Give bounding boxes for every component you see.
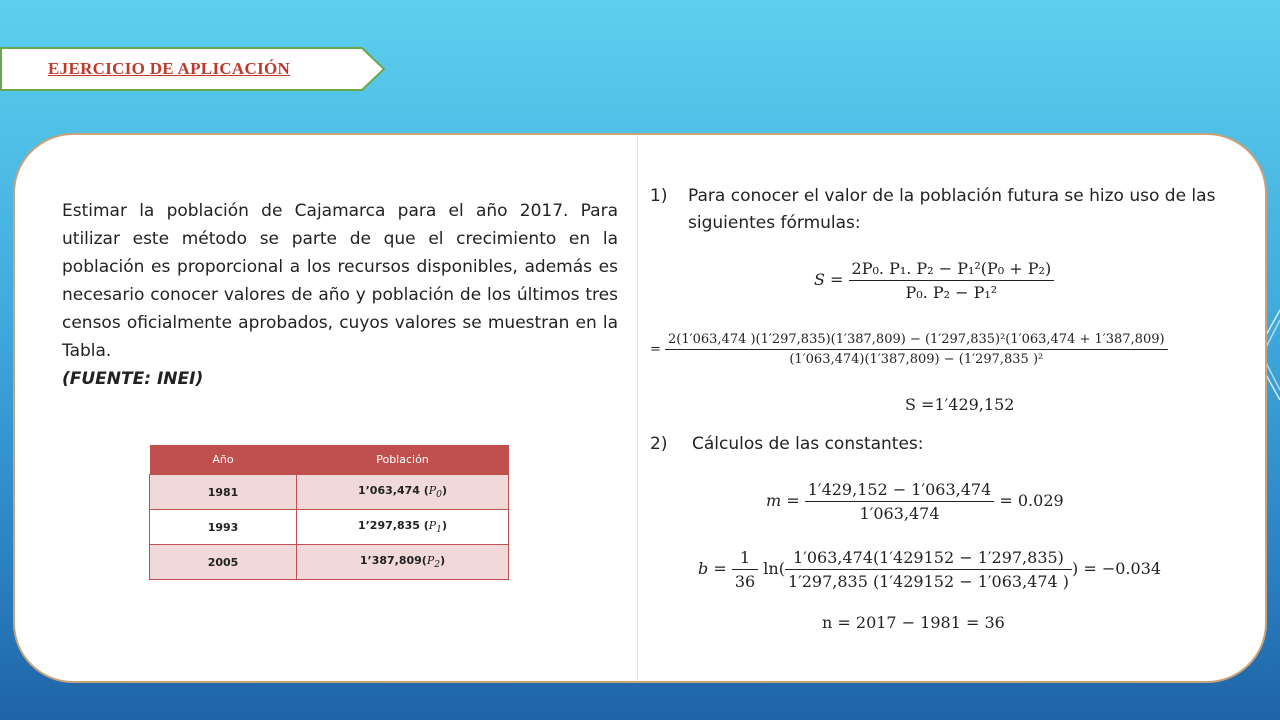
- formula-s-denominator: P₀. P₂ − P₁²: [905, 283, 998, 302]
- b-result: ) = −0.034: [1072, 559, 1162, 578]
- header-population: Población: [297, 445, 509, 475]
- b-numerator: 1′063,474(1′429152 − 1′297,835): [785, 548, 1072, 570]
- substituted-denominator: (1′063,474)(1′387,809) − (1′297,835 )²: [789, 352, 1044, 367]
- census-table: [149, 445, 509, 580]
- content-card: [13, 133, 1267, 683]
- step2-text: Cálculos de las constantes:: [692, 434, 924, 454]
- formula-b: b = $\frac{1}{36}$ ln( $\frac{1'063,474(1'429152 - 1'297,835)}{1'297,835 (1'429152 - 1'063,474 )}$ ) = −0.034: [698, 548, 1162, 591]
- substituted-numerator: 2(1′063,474 )(1′297,835)(1′387,809) − (1′297,835)²(1′063,474 + 1′387,809): [665, 332, 1168, 350]
- formula-s-numerator: 2P₀. P₁. P₂ − P₁²(P₀ + P₂): [849, 259, 1055, 281]
- intro-paragraph: [62, 197, 618, 393]
- year-cell: 1993: [150, 510, 297, 545]
- formula-substituted: = 2(1′063,474 )(1′297,835)(1′387,809) − (1′297,835)²(1′063,474 + 1′387,809) (1′063,474)(1′387,809) − (1′297,835 )²: [650, 332, 1168, 367]
- table-row: [150, 545, 509, 580]
- title-banner: [0, 47, 385, 91]
- population-cell: 1’063,474 $(P_0)$: [297, 475, 509, 510]
- calculation-column: [650, 135, 1260, 681]
- m-denominator: 1′063,474: [859, 504, 940, 523]
- b-coef-denominator: 36: [734, 572, 756, 591]
- year-cell: 1981: [150, 475, 297, 510]
- b-denominator: 1′297,835 (1′429152 − 1′063,474 ): [787, 572, 1070, 591]
- result-s: S =1′429,152: [905, 395, 1015, 414]
- column-divider: [637, 135, 638, 681]
- formula-n: n = 2017 − 1981 = 36: [822, 613, 1005, 632]
- b-coef-numerator: 1: [732, 548, 758, 570]
- step2-number: 2): [650, 434, 668, 454]
- page-title: EJERCICIO DE APLICACIÓN: [48, 59, 291, 78]
- source-note: (FUENTE: INEI): [62, 369, 204, 389]
- formula-s: S = $\frac{\text{2P₀. P₁. P₂ − P₁²(P₀ + P₂)}}{\text{P₀. P₂ − P₁²}}$: [814, 259, 1054, 302]
- table-row: [150, 475, 509, 510]
- formula-m: m = $\frac{1'429,152 - 1'063,474}{1'063,474}$ = 0.029: [766, 480, 1064, 523]
- header-year: Año: [150, 445, 297, 475]
- step1-number: 1): [650, 186, 668, 206]
- m-result: = 0.029: [999, 491, 1064, 510]
- m-numerator: 1′429,152 − 1′063,474: [805, 480, 995, 502]
- population-cell: $1’387,809(P_2)$: [297, 545, 509, 580]
- year-cell: 2005: [150, 545, 297, 580]
- step1-text: Para conocer el valor de la población futura se hizo uso de las siguientes fórmulas:: [688, 186, 1216, 233]
- population-cell: 1’297,835 $(P_1)$: [297, 510, 509, 545]
- intro-text: Estimar la población de Cajamarca para el año 2017. Para utilizar este método se parte de que el crecimiento en la población es proporcional a los recursos disponibles, además es necesario conocer valores de año y población de los últimos tres censos oficialmente aprobados, cuyos valores se muestran en la Tabla.: [62, 201, 618, 361]
- table-row: [150, 510, 509, 545]
